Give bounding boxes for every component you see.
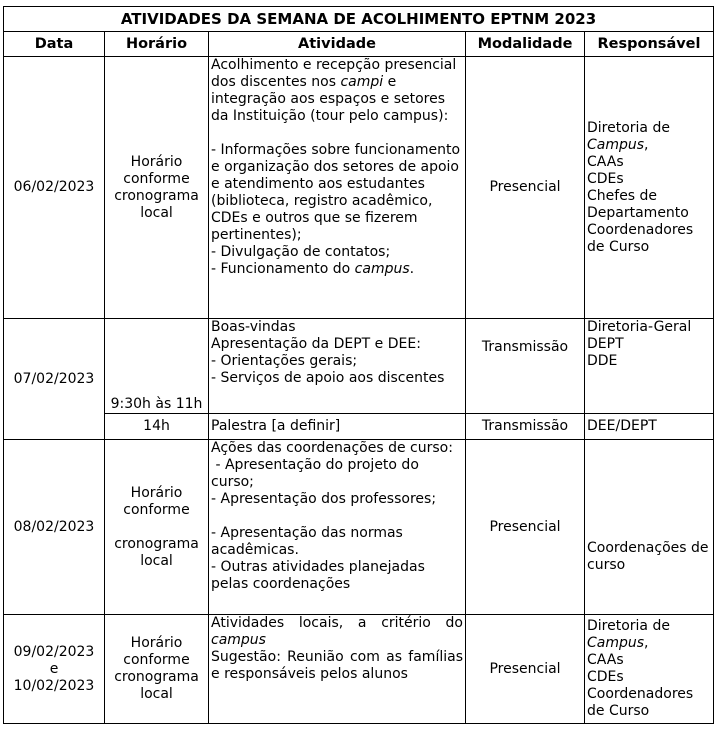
header-responsavel: Responsável <box>585 32 714 57</box>
activity-cell <box>209 57 466 319</box>
modality-cell: Transmissão <box>466 319 585 414</box>
table-row <box>4 414 714 440</box>
table-row <box>4 57 714 319</box>
activity-text: - Funcionamento do campus. <box>211 261 415 277</box>
time-cell: 9:30h às 11h <box>105 319 209 414</box>
table-title: ATIVIDADES DA SEMANA DE ACOLHIMENTO EPTNM 2023 <box>4 7 714 32</box>
activity-cell: Boas-vindas Apresentação da DEPT e DEE: - Orientações gerais; - Serviços de apoio aos discentes <box>209 319 466 414</box>
header-data: Data <box>4 32 105 57</box>
responsible-cell: Coordenações de curso <box>585 440 714 615</box>
modality-cell: Presencial <box>466 440 585 615</box>
date-cell: 07/02/2023 <box>4 319 105 440</box>
time-cell: Horário conforme cronograma local <box>105 615 209 724</box>
date-cell: 09/02/2023 e 10/02/2023 <box>4 615 105 724</box>
responsible-cell: Diretoria-Geral DEPT DDE <box>585 319 714 414</box>
header-modalidade: Modalidade <box>466 32 585 57</box>
header-atividade: Atividade <box>209 32 466 57</box>
activity-text: - Divulgação de contatos; <box>211 244 391 260</box>
activity-text: Acolhimento e recepção presencial dos discentes nos campi e integração aos espaços e setores da Instituição (tour pelo campus): <box>211 57 457 124</box>
table-row <box>4 319 714 414</box>
time-cell: 14h <box>105 414 209 440</box>
responsible-cell: DEE/DEPT <box>585 414 714 440</box>
activity-cell: Palestra [a definir] <box>209 414 466 440</box>
modality-cell: Presencial <box>466 615 585 724</box>
time-cell: Horário conforme cronograma local <box>105 57 209 319</box>
date-cell: 06/02/2023 <box>4 57 105 319</box>
responsible-cell: Diretoria de Campus, CAAs CDEs Chefes de Departamento Coordenadores de Curso <box>585 57 714 319</box>
time-cell: Horário conforme cronograma local <box>105 440 209 615</box>
header-horario: Horário <box>105 32 209 57</box>
schedule-table <box>3 6 714 724</box>
modality-cell: Transmissão <box>466 414 585 440</box>
modality-cell: Presencial <box>466 57 585 319</box>
responsible-cell: Diretoria de Campus, CAAs CDEs Coordenadores de Curso <box>585 615 714 724</box>
table-row <box>4 440 714 615</box>
activity-cell: Ações das coordenações de curso: - Apresentação do projeto do curso; - Apresentação dos professores; - Apresentação das normas acadêmicas. - Outras atividades planejadas pelas coordenações <box>209 440 466 615</box>
activity-cell: Atividades locais, a critério do campus Sugestão: Reunião com as famílias e responsáveis pelos alunos <box>209 615 466 724</box>
activity-text: - Informações sobre funcionamento e organização dos setores de apoio e atendimento aos estudantes (biblioteca, registro acadêmico, CDEs e outros que se fizerem pertinentes); <box>211 142 461 243</box>
table-row <box>4 615 714 724</box>
date-cell: 08/02/2023 <box>4 440 105 615</box>
